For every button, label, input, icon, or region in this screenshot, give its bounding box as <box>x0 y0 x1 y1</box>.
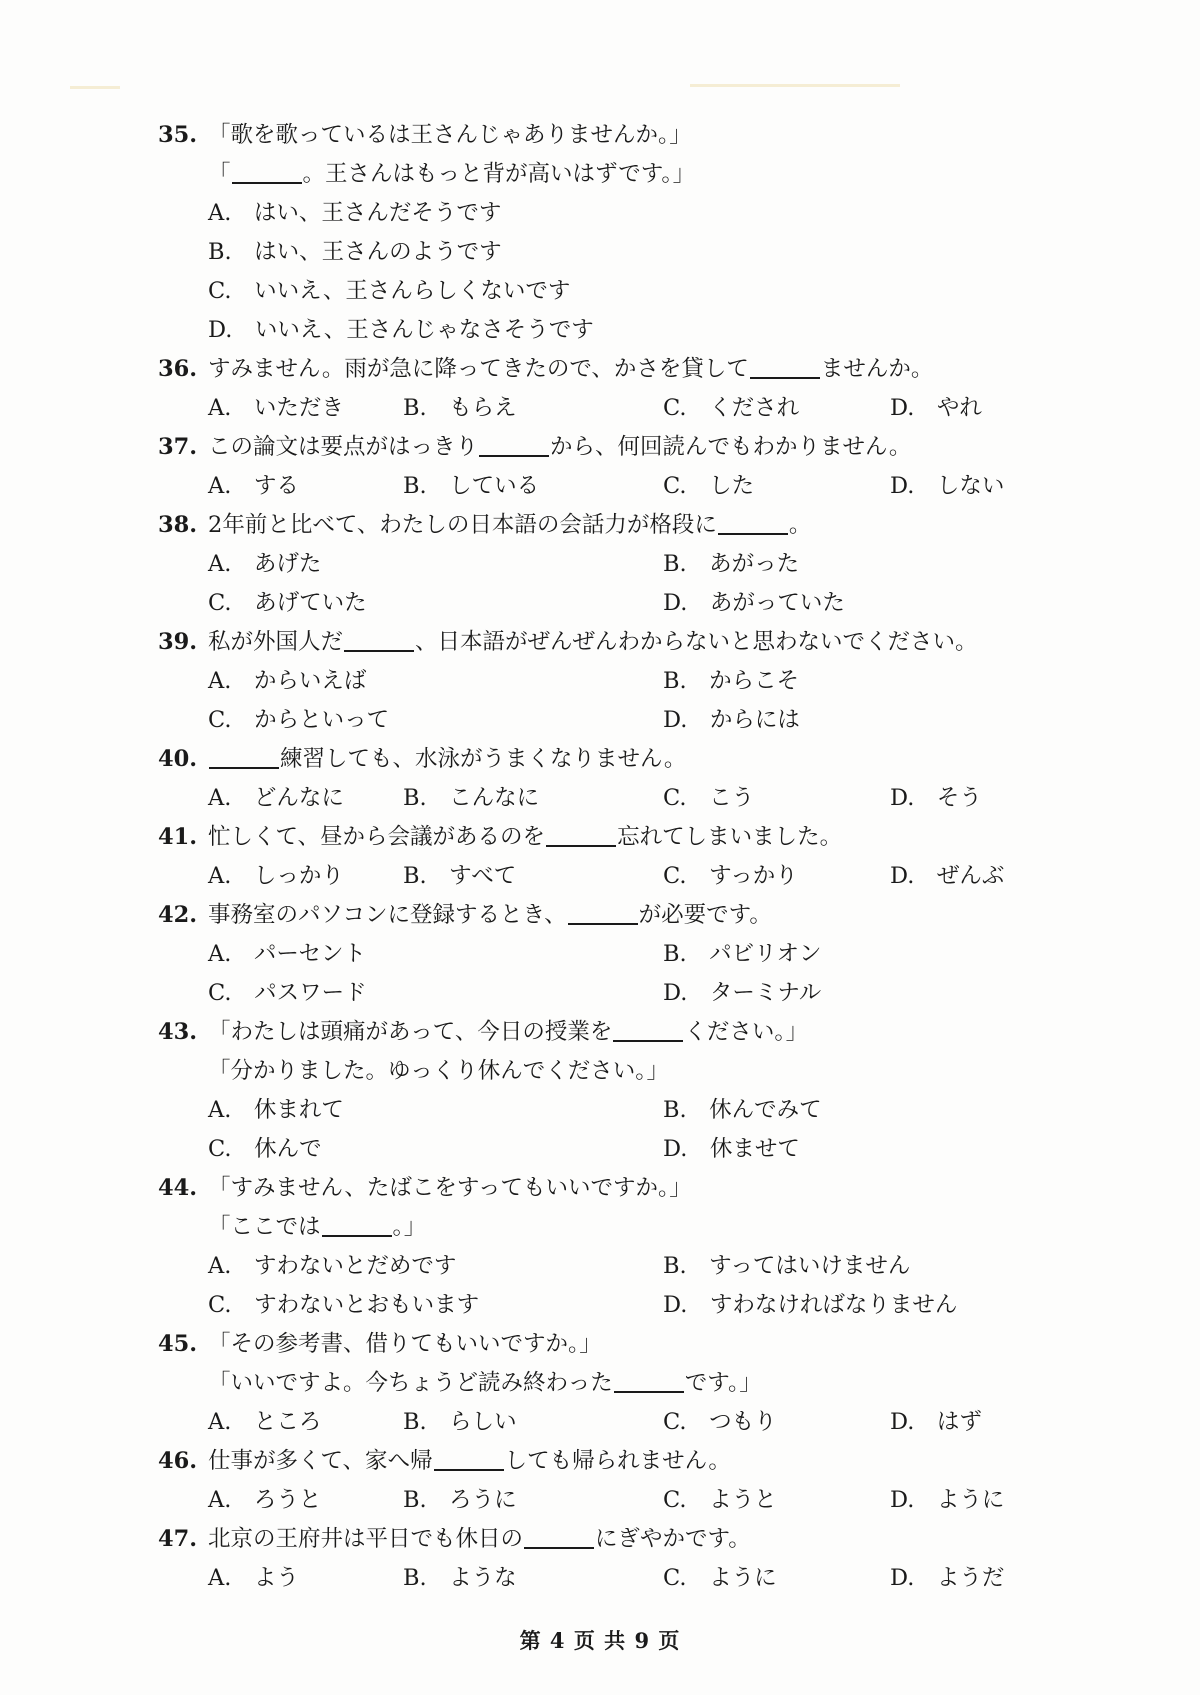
question-text-line <box>158 1208 1108 1247</box>
answer-option[interactable]: D. あがっていた <box>663 590 845 616</box>
answer-blank <box>718 532 788 535</box>
question-number: 43. <box>158 1019 198 1045</box>
answer-blank <box>546 844 616 847</box>
question-number: 38. <box>158 512 198 538</box>
answer-option[interactable]: D. ぜんぶ <box>890 863 1005 889</box>
scan-smudge <box>690 84 900 87</box>
answer-option[interactable]: A. よう <box>208 1565 299 1591</box>
answer-blank <box>322 1234 392 1237</box>
answer-option[interactable]: B. あがった <box>663 551 800 577</box>
answer-option[interactable]: B. すべて <box>403 863 517 889</box>
question-text-line <box>158 1169 1108 1208</box>
question-item <box>158 1169 1108 1325</box>
question-text: 「その参考書、借りてもいいですか。」 <box>208 1331 602 1357</box>
question-number: 37. <box>158 434 198 460</box>
options-row <box>158 1247 1108 1286</box>
question-number: 36. <box>158 356 198 382</box>
question-text: 「わたしは頭痛があって、今日の授業を <box>208 1019 613 1045</box>
question-text-line <box>158 155 1108 194</box>
answer-option[interactable]: A. 休まれて <box>208 1097 344 1123</box>
question-number: 46. <box>158 1448 198 1474</box>
question-text: 。」 <box>392 1214 427 1240</box>
question-text: 「 <box>208 161 231 187</box>
question-item <box>158 1013 1108 1169</box>
question-text-line <box>158 1520 1108 1559</box>
question-text: 忙しくて、昼から会議があるのを <box>208 824 546 850</box>
answer-option[interactable]: D. すわなければなりません <box>663 1292 958 1318</box>
question-text-line <box>158 1442 1108 1481</box>
answer-blank <box>209 766 279 769</box>
answer-blank <box>434 1468 504 1471</box>
question-item <box>158 506 1108 623</box>
question-item <box>158 116 1108 350</box>
question-text: 「いいですよ。今ちょうど読み終わった <box>208 1370 613 1396</box>
answer-blank <box>524 1546 594 1549</box>
options-row <box>158 701 1108 740</box>
question-text: 私が外国人だ <box>208 629 344 655</box>
question-text-line <box>158 623 1108 662</box>
answer-blank <box>614 1390 684 1393</box>
answer-blank <box>344 649 414 652</box>
question-text: 仕事が多くて、家へ帰 <box>208 1448 433 1474</box>
answer-option[interactable]: D. 休ませて <box>663 1136 800 1162</box>
answer-option[interactable]: C. からといって <box>208 707 390 733</box>
answer-option[interactable]: B. はい、王さんのようです <box>208 239 502 265</box>
answer-option[interactable]: D. いいえ、王さんじゃなさそうです <box>208 317 594 343</box>
answer-blank <box>750 376 820 379</box>
options-row <box>158 857 1108 896</box>
answer-blank <box>232 181 302 184</box>
question-text: 2年前と比べて、わたしの日本語の会話力が格段に <box>208 512 717 538</box>
question-item <box>158 623 1108 740</box>
question-text-line <box>158 740 1108 779</box>
answer-option[interactable]: A. しっかり <box>208 863 344 889</box>
answer-option[interactable]: C. こう <box>663 785 755 811</box>
question-number: 41. <box>158 824 198 850</box>
question-text: 事務室のパソコンに登録するとき、 <box>208 902 567 928</box>
options-row <box>158 1403 1108 1442</box>
question-text: しても帰られません。 <box>504 1448 731 1474</box>
answer-option[interactable]: D. ようだ <box>890 1565 1005 1591</box>
options-row <box>158 935 1108 974</box>
answer-option[interactable]: C. 休んで <box>208 1136 322 1162</box>
options-row <box>158 1130 1108 1169</box>
question-text: です。」 <box>684 1370 762 1396</box>
scan-smudge <box>70 86 120 89</box>
question-text-line <box>158 1013 1108 1052</box>
question-text-line <box>158 350 1108 389</box>
question-list <box>158 116 1108 1598</box>
answer-option[interactable]: C. くだされ <box>663 395 800 421</box>
answer-blank <box>613 1039 683 1042</box>
answer-option[interactable]: D. ように <box>890 1487 1005 1513</box>
question-text: 。 <box>788 512 812 538</box>
answer-option[interactable]: B. こんなに <box>403 785 540 811</box>
question-text: 。王さんはもっと背が高いはずです。」 <box>302 161 696 187</box>
answer-option[interactable]: A. すわないとだめです <box>208 1253 457 1279</box>
answer-option[interactable]: C. あげていた <box>208 590 367 616</box>
options-row <box>158 389 1108 428</box>
options-row <box>158 467 1108 506</box>
question-item <box>158 818 1108 896</box>
answer-option[interactable]: D. からには <box>663 707 800 733</box>
question-text: 「すみません、たばこをすってもいいですか。」 <box>208 1175 692 1201</box>
answer-option[interactable]: B. ろうに <box>403 1487 517 1513</box>
answer-option[interactable]: C. すわないとおもいます <box>208 1292 480 1318</box>
question-number: 39. <box>158 629 198 655</box>
question-number: 40. <box>158 746 198 772</box>
question-item <box>158 428 1108 506</box>
question-text: 練習しても、水泳がうまくなりません。 <box>280 746 687 772</box>
question-text: が必要です。 <box>638 902 772 928</box>
answer-option[interactable]: B. もらえ <box>403 395 517 421</box>
answer-option[interactable]: D. はず <box>890 1409 982 1435</box>
options-row <box>158 194 1108 233</box>
question-text-line <box>158 1052 1108 1091</box>
question-number: 42. <box>158 902 198 928</box>
answer-option[interactable]: A. どんなに <box>208 785 344 811</box>
options-row <box>158 779 1108 818</box>
question-text: ください。」 <box>684 1019 809 1045</box>
options-row <box>158 974 1108 1013</box>
question-text-line <box>158 428 1108 467</box>
answer-option[interactable]: C. いいえ、王さんらしくないです <box>208 278 571 304</box>
question-text-line <box>158 506 1108 545</box>
question-number: 45. <box>158 1331 198 1357</box>
options-row <box>158 545 1108 584</box>
answer-option[interactable]: D. しない <box>890 473 1005 499</box>
answer-option[interactable]: C. ように <box>663 1565 777 1591</box>
answer-option[interactable]: B. ような <box>403 1565 517 1591</box>
answer-option[interactable]: A. ところ <box>208 1409 322 1435</box>
answer-option[interactable]: D. ターミナル <box>663 980 822 1006</box>
question-text-line <box>158 1325 1108 1364</box>
answer-blank <box>479 454 549 457</box>
question-text: 「ここでは <box>208 1214 321 1240</box>
answer-option[interactable]: B. 休んでみて <box>663 1097 822 1123</box>
question-item <box>158 740 1108 818</box>
answer-option[interactable]: B. している <box>403 473 540 499</box>
question-number: 47. <box>158 1526 198 1552</box>
answer-option[interactable]: C. パスワード <box>208 980 367 1006</box>
answer-option[interactable]: B. パビリオン <box>663 941 822 967</box>
options-row <box>158 662 1108 701</box>
answer-option[interactable]: C. ようと <box>663 1487 777 1513</box>
question-number: 35. <box>158 122 198 148</box>
question-item <box>158 1325 1108 1442</box>
question-text: 忘れてしまいました。 <box>617 824 843 850</box>
question-item <box>158 896 1108 1013</box>
question-text: 、日本語がぜんぜんわからないと思わないでください。 <box>415 629 978 655</box>
question-number: 44. <box>158 1175 198 1201</box>
question-text-line <box>158 1364 1108 1403</box>
options-row <box>158 584 1108 623</box>
options-row <box>158 311 1108 350</box>
answer-option[interactable]: B. すってはいけません <box>663 1253 911 1279</box>
answer-option[interactable]: A. からいえば <box>208 668 367 694</box>
question-text: 北京の王府井は平日でも休日の <box>208 1526 524 1552</box>
options-row <box>158 1559 1108 1598</box>
question-item <box>158 1442 1108 1520</box>
answer-option[interactable]: C. した <box>663 473 755 499</box>
answer-option[interactable]: A. パーセント <box>208 941 366 967</box>
question-text-line <box>158 116 1108 155</box>
question-text: この論文は要点がはっきり <box>208 434 479 460</box>
answer-option[interactable]: B. からこそ <box>663 668 800 694</box>
question-text: にぎやかです。 <box>595 1526 751 1552</box>
question-text: から、何回読んでもわかりません。 <box>550 434 912 460</box>
answer-option[interactable]: C. すっかり <box>663 863 798 889</box>
answer-option[interactable]: A. ろうと <box>208 1487 322 1513</box>
answer-option[interactable]: A. あげた <box>208 551 322 577</box>
question-text-line <box>158 818 1108 857</box>
answer-option[interactable]: A. いただき <box>208 395 344 421</box>
options-row <box>158 1481 1108 1520</box>
page-footer: 第 4 页 共 9 页 <box>519 1628 681 1653</box>
question-text: 「歌を歌っているは王さんじゃありませんか。」 <box>208 122 692 148</box>
options-row <box>158 1091 1108 1130</box>
options-row <box>158 272 1108 311</box>
question-item <box>158 1520 1108 1598</box>
answer-option[interactable]: D. そう <box>890 785 982 811</box>
answer-option[interactable]: D. やれ <box>890 395 982 421</box>
question-text-line <box>158 896 1108 935</box>
answer-option[interactable]: A. はい、王さんだそうです <box>208 200 502 226</box>
options-row <box>158 233 1108 272</box>
question-text: 「分かりました。ゆっくり休んでください。」 <box>208 1058 670 1084</box>
question-item <box>158 350 1108 428</box>
answer-option[interactable]: C. つもり <box>663 1409 777 1435</box>
answer-option[interactable]: A. する <box>208 473 299 499</box>
question-text: ませんか。 <box>820 356 934 382</box>
answer-blank <box>568 922 638 925</box>
answer-option[interactable]: B. らしい <box>403 1409 517 1435</box>
question-text: すみません。雨が急に降ってきたので、かさを貸して <box>208 356 749 382</box>
options-row <box>158 1286 1108 1325</box>
